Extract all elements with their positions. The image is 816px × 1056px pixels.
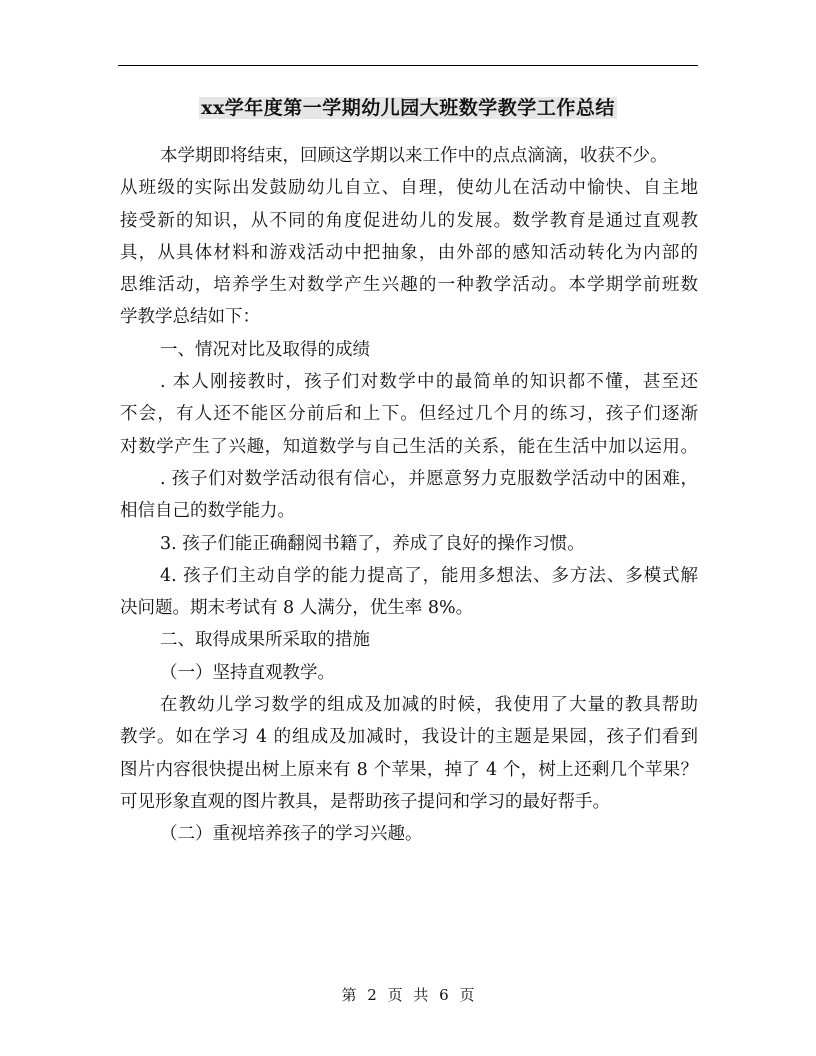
document-body bbox=[120, 140, 698, 851]
subsection-heading: （二）重视培养孩子的学习兴趣。 bbox=[160, 824, 423, 845]
paragraph-line: 图片内容很快提出树上原来有 8 个苹果，掉了 4 个，树上还剩几个苹果？ bbox=[120, 759, 698, 780]
paragraph-line: 在教幼儿学习数学的组成及加减的时候，我使用了大量的教具帮助 bbox=[160, 695, 698, 716]
paragraph-line: 对数学产生了兴趣，知道数学与自己生活的关系，能在生活中加以运用。 bbox=[120, 436, 698, 457]
paragraph-line: 教学。如在学习 4 的组成及加减时，我设计的主题是果园，孩子们看到 bbox=[120, 727, 698, 748]
paragraph-line: 思维活动，培养学生对数学产生兴趣的一种教学活动。本学期学前班数 bbox=[120, 275, 698, 296]
subsection-heading: （一）坚持直观教学。 bbox=[160, 662, 335, 683]
paragraph-line: . 孩子们对数学活动很有信心，并愿意努力克服数学活动中的困难， bbox=[160, 468, 698, 489]
section-heading: 一、情况对比及取得的成绩 bbox=[160, 339, 370, 360]
paragraph-line: 学教学总结如下： bbox=[120, 307, 260, 328]
paragraph-line: 接受新的知识，从不同的角度促进幼儿的发展。数学教育是通过直观教 bbox=[120, 210, 698, 231]
paragraph-line: . 本人刚接教时，孩子们对数学中的最简单的知识都不懂，甚至还 bbox=[160, 372, 698, 393]
section-heading: 二、取得成果所采取的措施 bbox=[160, 630, 370, 651]
header-rule bbox=[118, 65, 698, 66]
paragraph-line: 具，从具体材料和游戏活动中把抽象，由外部的感知活动转化为内部的 bbox=[120, 242, 698, 263]
paragraph-line: 从班级的实际出发鼓励幼儿自立、自理，使幼儿在活动中愉快、自主地 bbox=[120, 178, 698, 199]
document-title bbox=[0, 96, 816, 120]
paragraph-line: 决问题。期末考试有 8 人满分，优生率 8%。 bbox=[120, 598, 474, 619]
paragraph-line: 本学期即将结束，回顾这学期以来工作中的点点滴滴，收获不少。 bbox=[160, 146, 668, 166]
paragraph-line: 3. 孩子们能正确翻阅书籍了，养成了良好的操作习惯。 bbox=[160, 533, 585, 554]
page-footer: 第 2 页 共 6 页 bbox=[341, 986, 475, 1004]
paragraph-line: 可见形象直观的图片教具，是帮助孩子提问和学习的最好帮手。 bbox=[120, 791, 610, 812]
paragraph-line: 4. 孩子们主动自学的能力提高了，能用多想法、多方法、多模式解 bbox=[160, 565, 698, 586]
document-title-text: xx学年度第一学期幼儿园大班数学教学工作总结 bbox=[201, 97, 615, 119]
paragraph-line: 不会，有人还不能区分前后和上下。但经过几个月的练习，孩子们逐渐 bbox=[120, 404, 698, 425]
paragraph-line: 相信自己的数学能力。 bbox=[120, 501, 295, 522]
